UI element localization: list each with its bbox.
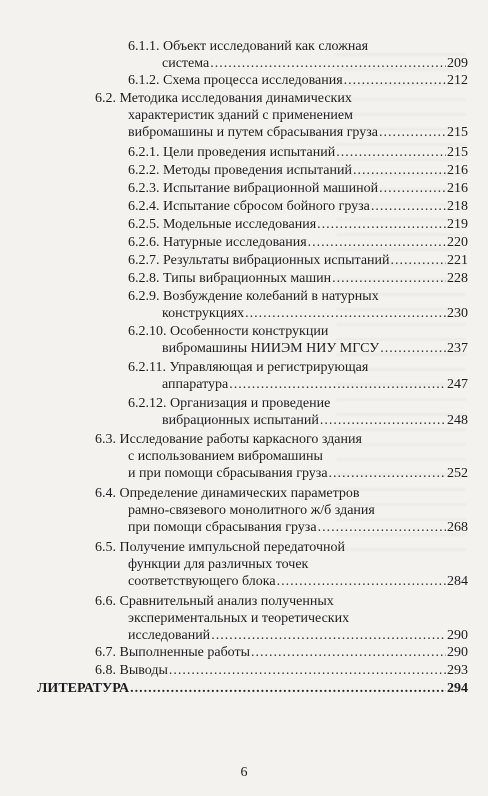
toc-entry-text: система (162, 56, 210, 71)
toc-page-number: 216 (447, 181, 468, 196)
toc-entry-text: вибромашины НИИЭМ НИУ МГСУ (162, 341, 380, 356)
toc-page-number: 268 (447, 520, 468, 535)
toc-entry-text: рамно-связевого монолитного ж/б здания (128, 503, 375, 518)
dot-leader (169, 662, 446, 679)
toc-entry-text: при помощи сбрасывания груза (128, 520, 317, 535)
toc-entry-text: 6.2.3. Испытание вибрационной машиной (128, 181, 379, 196)
toc-entry (0, 252, 468, 269)
toc-page-number: 221 (447, 253, 468, 268)
toc-page-number: 284 (447, 574, 468, 589)
dot-leader (229, 376, 446, 393)
toc-entry-text: 6.2.6. Натурные исследования (128, 235, 307, 250)
toc-entry-text: 6.8. Выводы (95, 663, 168, 678)
toc-entry (0, 680, 468, 697)
toc-page-number: 247 (447, 377, 468, 392)
dot-leader (210, 55, 446, 72)
toc-entry-text: 6.1.2. Схема процесса исследования (128, 73, 343, 88)
toc-entry-text: вибромашины и путем сбрасывания груза (128, 125, 378, 140)
toc-entry (0, 288, 468, 322)
toc-entry-text: 6.2.11. Управляющая и регистрирующая (128, 360, 369, 375)
toc-entry-text: экспериментальных и теоретических (128, 611, 350, 626)
dot-leader (251, 644, 446, 661)
toc-entry (0, 144, 468, 161)
toc-page-number: 220 (447, 235, 468, 250)
dot-leader (380, 340, 446, 357)
toc-entry-text: конструкциях (162, 306, 245, 321)
toc-entry-text: ЛИТЕРАТУРА (37, 681, 130, 696)
toc-page-number: 294 (447, 681, 468, 696)
toc-entry (0, 162, 468, 179)
toc-entry (0, 539, 468, 590)
dot-leader (371, 198, 446, 215)
toc-entry (0, 180, 468, 197)
dot-leader (308, 234, 446, 251)
toc-entry (0, 38, 468, 72)
toc-entry-text: 6.4. Определение динамических параметров (95, 486, 360, 501)
toc-page-number: 290 (447, 645, 468, 660)
toc-entry (0, 662, 468, 679)
toc-entry-text: 6.5. Получение импульсной передаточной (95, 540, 345, 555)
toc-entry-text: 6.2.12. Организация и проведение (128, 396, 331, 411)
toc-entry (0, 198, 468, 215)
toc-page-number: 215 (447, 125, 468, 140)
dot-leader (320, 412, 446, 429)
toc-entry-text: 6.2. Методика исследования динамических (95, 91, 352, 106)
toc-entry-text: вибрационных испытаний (162, 413, 319, 428)
toc-entry-text: 6.2.10. Особенности конструкции (128, 324, 329, 339)
toc-page-number: 215 (447, 145, 468, 160)
toc-entry-text: характеристик зданий с применением (128, 108, 353, 123)
toc-entry-text: аппаратура (162, 377, 229, 392)
toc-entry (0, 72, 468, 89)
toc-entry-text: с использованием вибромашины (128, 449, 323, 464)
toc-entry-text: 6.6. Сравнительный анализ полученных (95, 594, 334, 609)
dot-leader (336, 144, 446, 161)
dot-leader (379, 180, 446, 197)
toc-entry-text: 6.2.7. Результаты вибрационных испытаний (128, 253, 390, 268)
toc-entry (0, 323, 468, 357)
dot-leader (130, 680, 446, 697)
toc-entry-text: функции для различных точек (128, 557, 309, 572)
toc-entry (0, 395, 468, 429)
toc-page-number: 219 (447, 217, 468, 232)
dot-leader (329, 465, 446, 482)
toc-entry-text: и при помощи сбрасывания груза (128, 466, 328, 481)
toc-page-number: 248 (447, 413, 468, 428)
toc-entry-text: соответствующего блока (128, 574, 276, 589)
toc-entry (0, 485, 468, 536)
toc-page-number: 228 (447, 271, 468, 286)
dot-leader (245, 305, 446, 322)
toc-entry (0, 431, 468, 482)
toc-page-number: 293 (447, 663, 468, 678)
toc-entry-text: 6.2.5. Модельные исследования (128, 217, 317, 232)
dot-leader (332, 270, 446, 287)
dot-leader (353, 162, 446, 179)
toc-entry (0, 270, 468, 287)
dot-leader (317, 216, 446, 233)
toc-page-number: 290 (447, 628, 468, 643)
dot-leader (318, 519, 446, 536)
dot-leader (344, 72, 446, 89)
toc-entry-text: 6.7. Выполненные работы (95, 645, 251, 660)
dot-leader (277, 573, 446, 590)
toc-entry (0, 359, 468, 393)
toc-entry (0, 234, 468, 251)
toc-page-number: 216 (447, 163, 468, 178)
toc-page-number: 209 (447, 56, 468, 71)
toc-entry-text: 6.2.9. Возбуждение колебаний в натурных (128, 289, 379, 304)
toc-page-number: 212 (447, 73, 468, 88)
toc-entry-text: 6.2.1. Цели проведения испытаний (128, 145, 336, 160)
toc-entry (0, 90, 468, 141)
page-number: 6 (240, 765, 248, 780)
dot-leader (211, 627, 446, 644)
toc-page-number: 218 (447, 199, 468, 214)
toc-entry (0, 644, 468, 661)
toc-page-number: 230 (447, 306, 468, 321)
dot-leader (379, 124, 446, 141)
toc-page-number: 237 (447, 341, 468, 356)
toc-entry-text: 6.2.8. Типы вибрационных машин (128, 271, 332, 286)
toc-page-number: 252 (447, 466, 468, 481)
toc-entry-text: 6.2.2. Методы проведения испытаний (128, 163, 352, 178)
toc-entry (0, 593, 468, 644)
toc-entry-text: 6.3. Исследование работы каркасного здания (95, 432, 362, 447)
toc-entry-text: 6.2.4. Испытание сбросом бойного груза (128, 199, 370, 214)
toc-entry-text: 6.1.1. Объект исследований как сложная (128, 39, 369, 54)
dot-leader (391, 252, 446, 269)
toc-entry-text: исследований (128, 628, 211, 643)
toc-entry (0, 216, 468, 233)
